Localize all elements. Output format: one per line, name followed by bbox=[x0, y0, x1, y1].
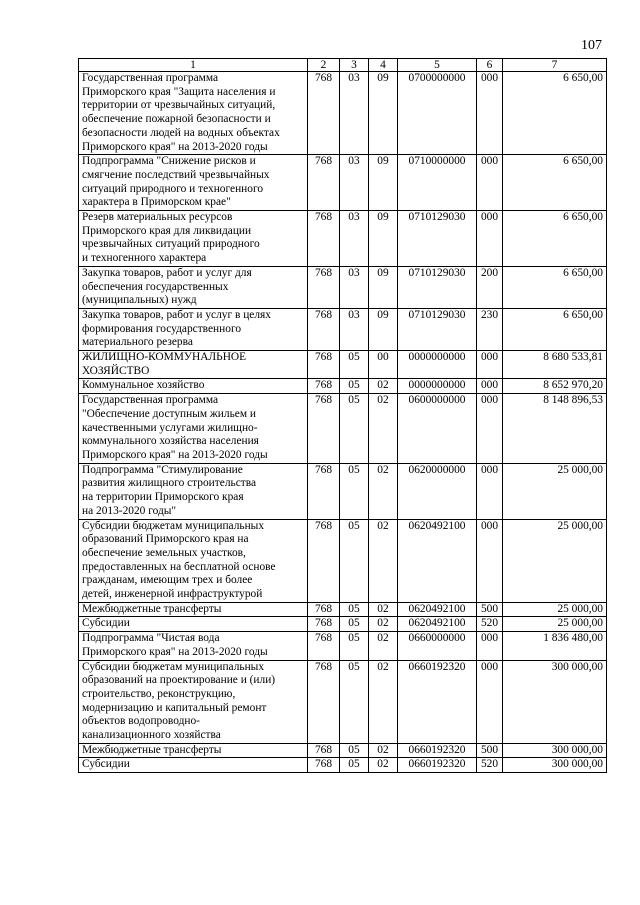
row-name-cell bbox=[79, 632, 308, 660]
code-cell-c5: 0620492100 bbox=[398, 519, 477, 602]
code-cell-c5: 0000000000 bbox=[398, 379, 477, 394]
amount-cell: 6 650,00 bbox=[503, 72, 607, 155]
code-cell-c3: 03 bbox=[340, 72, 369, 155]
row-name-cell bbox=[79, 379, 308, 394]
code-cell-c3: 05 bbox=[340, 463, 369, 519]
code-cell-c5: 0710000000 bbox=[398, 155, 477, 211]
code-cell-c4: 09 bbox=[369, 308, 398, 350]
code-cell-c6: 200 bbox=[477, 266, 503, 308]
row-name: Межбюджетные трансферты bbox=[82, 602, 222, 615]
code-cell-c2: 768 bbox=[308, 211, 340, 267]
table-row bbox=[79, 463, 607, 519]
code-cell-c3: 05 bbox=[340, 379, 369, 394]
code-cell-c6: 000 bbox=[477, 463, 503, 519]
code-cell-c2: 768 bbox=[308, 660, 340, 743]
column-header: 1 bbox=[79, 59, 308, 72]
code-cell-c5: 0660000000 bbox=[398, 632, 477, 660]
table-row bbox=[79, 660, 607, 743]
row-name-cell bbox=[79, 463, 308, 519]
code-cell-c4: 09 bbox=[369, 72, 398, 155]
code-cell-c2: 768 bbox=[308, 72, 340, 155]
code-cell-c4: 09 bbox=[369, 155, 398, 211]
table-row bbox=[79, 617, 607, 632]
row-name: Межбюджетные трансферты bbox=[82, 743, 222, 756]
code-cell-c4: 02 bbox=[369, 463, 398, 519]
code-cell-c2: 768 bbox=[308, 602, 340, 617]
code-cell-c5: 0600000000 bbox=[398, 394, 477, 464]
table-row bbox=[79, 602, 607, 617]
code-cell-c2: 768 bbox=[308, 758, 340, 773]
code-cell-c6: 000 bbox=[477, 351, 503, 379]
code-cell-c4: 02 bbox=[369, 743, 398, 758]
code-cell-c2: 768 bbox=[308, 632, 340, 660]
row-name: Государственная программа "Обеспечение доступным жильем и качественными услугами жилищно- коммунального хозяйства населения Приморского края" на 2013-2020 годы bbox=[82, 394, 268, 461]
code-cell-c6: 000 bbox=[477, 379, 503, 394]
amount-cell: 25 000,00 bbox=[503, 617, 607, 632]
row-name-cell bbox=[79, 351, 308, 379]
amount-cell: 300 000,00 bbox=[503, 758, 607, 773]
column-header: 6 bbox=[477, 59, 503, 72]
row-name-cell bbox=[79, 394, 308, 464]
row-name-cell bbox=[79, 266, 308, 308]
column-header: 2 bbox=[308, 59, 340, 72]
amount-cell: 6 650,00 bbox=[503, 155, 607, 211]
amount-cell: 8 652 970,20 bbox=[503, 379, 607, 394]
table-row bbox=[79, 211, 607, 267]
row-name: Субсидии бюджетам муниципальных образований Приморского края на обеспечение земельных участков, предоставленных на бесплатной основе гражданам, имеющим трех и более детей, инженерной инфраструктурой bbox=[82, 519, 276, 601]
table-row bbox=[79, 394, 607, 464]
column-header: 7 bbox=[503, 59, 607, 72]
row-name: Субсидии бюджетам муниципальных образований на проектирование и (или) строительство, реконструкцию, модернизацию и капитальный ремонт объектов водопроводно- канализационного хозяйства bbox=[82, 660, 276, 742]
code-cell-c2: 768 bbox=[308, 519, 340, 602]
code-cell-c6: 520 bbox=[477, 617, 503, 632]
code-cell-c6: 000 bbox=[477, 660, 503, 743]
row-name: Резерв материальных ресурсов Приморского края для ликвидации чрезвычайных ситуаций природного и техногенного характера bbox=[82, 211, 260, 265]
code-cell-c5: 0710129030 bbox=[398, 266, 477, 308]
amount-cell: 300 000,00 bbox=[503, 660, 607, 743]
table-row bbox=[79, 72, 607, 155]
row-name-cell bbox=[79, 743, 308, 758]
code-cell-c3: 03 bbox=[340, 211, 369, 267]
code-cell-c2: 768 bbox=[308, 379, 340, 394]
row-name: Подпрограмма "Снижение рисков и смягчение последствий чрезвычайных ситуаций природного и техногенного характера в Приморском крае" bbox=[82, 155, 270, 209]
code-cell-c3: 05 bbox=[340, 632, 369, 660]
column-header: 3 bbox=[340, 59, 369, 72]
amount-cell: 8 680 533,81 bbox=[503, 351, 607, 379]
amount-cell: 6 650,00 bbox=[503, 266, 607, 308]
code-cell-c6: 000 bbox=[477, 394, 503, 464]
code-cell-c2: 768 bbox=[308, 743, 340, 758]
row-name: Закупка товаров, работ и услуг в целях формирования государственного материального резерва bbox=[82, 308, 271, 349]
amount-cell: 6 650,00 bbox=[503, 308, 607, 350]
row-name: ЖИЛИЩНО-КОММУНАЛЬНОЕ ХОЗЯЙСТВО bbox=[82, 351, 247, 377]
code-cell-c5: 0660192320 bbox=[398, 743, 477, 758]
table-row bbox=[79, 155, 607, 211]
code-cell-c2: 768 bbox=[308, 617, 340, 632]
code-cell-c4: 02 bbox=[369, 660, 398, 743]
code-cell-c2: 768 bbox=[308, 351, 340, 379]
code-cell-c5: 0000000000 bbox=[398, 351, 477, 379]
code-cell-c4: 00 bbox=[369, 351, 398, 379]
row-name-cell bbox=[79, 72, 308, 155]
amount-cell: 25 000,00 bbox=[503, 602, 607, 617]
code-cell-c5: 0710129030 bbox=[398, 308, 477, 350]
code-cell-c2: 768 bbox=[308, 394, 340, 464]
row-name-cell bbox=[79, 211, 308, 267]
code-cell-c3: 03 bbox=[340, 155, 369, 211]
code-cell-c2: 768 bbox=[308, 308, 340, 350]
code-cell-c4: 02 bbox=[369, 394, 398, 464]
row-name-cell bbox=[79, 519, 308, 602]
code-cell-c3: 05 bbox=[340, 394, 369, 464]
amount-cell: 300 000,00 bbox=[503, 743, 607, 758]
row-name-cell bbox=[79, 617, 308, 632]
amount-cell: 1 836 480,00 bbox=[503, 632, 607, 660]
code-cell-c6: 230 bbox=[477, 308, 503, 350]
table-row bbox=[79, 743, 607, 758]
code-cell-c3: 03 bbox=[340, 308, 369, 350]
amount-cell: 8 148 896,53 bbox=[503, 394, 607, 464]
code-cell-c5: 0660192320 bbox=[398, 758, 477, 773]
code-cell-c6: 500 bbox=[477, 743, 503, 758]
column-header: 5 bbox=[398, 59, 477, 72]
code-cell-c4: 09 bbox=[369, 211, 398, 267]
code-cell-c5: 0660192320 bbox=[398, 660, 477, 743]
code-cell-c6: 000 bbox=[477, 72, 503, 155]
code-cell-c6: 520 bbox=[477, 758, 503, 773]
row-name: Закупка товаров, работ и услуг для обеспечения государственных (муниципальных) нужд bbox=[82, 266, 252, 307]
code-cell-c4: 02 bbox=[369, 617, 398, 632]
code-cell-c5: 0710129030 bbox=[398, 211, 477, 267]
row-name: Государственная программа Приморского края "Защита населения и территории от чрезвычайных ситуаций, обеспечение пожарной безопасности и безопасности людей на водных объектах Приморского края" на 2013-2020 годы bbox=[82, 72, 280, 153]
amount-cell: 25 000,00 bbox=[503, 463, 607, 519]
table-row bbox=[79, 379, 607, 394]
table-row bbox=[79, 308, 607, 350]
row-name-cell bbox=[79, 602, 308, 617]
code-cell-c6: 000 bbox=[477, 519, 503, 602]
row-name: Субсидии bbox=[82, 758, 130, 771]
table-row bbox=[79, 632, 607, 660]
code-cell-c6: 000 bbox=[477, 211, 503, 267]
code-cell-c6: 000 bbox=[477, 155, 503, 211]
code-cell-c6: 000 bbox=[477, 632, 503, 660]
code-cell-c2: 768 bbox=[308, 266, 340, 308]
code-cell-c3: 05 bbox=[340, 617, 369, 632]
budget-table bbox=[78, 58, 607, 773]
table-row bbox=[79, 351, 607, 379]
code-cell-c3: 05 bbox=[340, 602, 369, 617]
row-name: Подпрограмма "Чистая вода Приморского края" на 2013-2020 годы bbox=[82, 632, 268, 658]
code-cell-c4: 02 bbox=[369, 379, 398, 394]
code-cell-c4: 09 bbox=[369, 266, 398, 308]
row-name-cell bbox=[79, 758, 308, 773]
column-header: 4 bbox=[369, 59, 398, 72]
code-cell-c6: 500 bbox=[477, 602, 503, 617]
row-name: Коммунальное хозяйство bbox=[82, 379, 205, 392]
code-cell-c3: 05 bbox=[340, 660, 369, 743]
code-cell-c4: 02 bbox=[369, 519, 398, 602]
code-cell-c5: 0700000000 bbox=[398, 72, 477, 155]
code-cell-c2: 768 bbox=[308, 463, 340, 519]
code-cell-c3: 05 bbox=[340, 351, 369, 379]
code-cell-c3: 05 bbox=[340, 758, 369, 773]
table-row bbox=[79, 519, 607, 602]
code-cell-c5: 0620492100 bbox=[398, 617, 477, 632]
code-cell-c4: 02 bbox=[369, 602, 398, 617]
code-cell-c5: 0620492100 bbox=[398, 602, 477, 617]
code-cell-c3: 05 bbox=[340, 519, 369, 602]
page-number: 107 bbox=[581, 38, 602, 53]
row-name-cell bbox=[79, 155, 308, 211]
table-row bbox=[79, 266, 607, 308]
header-row bbox=[79, 59, 607, 72]
code-cell-c4: 02 bbox=[369, 758, 398, 773]
row-name-cell bbox=[79, 308, 308, 350]
amount-cell: 25 000,00 bbox=[503, 519, 607, 602]
code-cell-c3: 05 bbox=[340, 743, 369, 758]
table-body bbox=[79, 72, 607, 773]
row-name-cell bbox=[79, 660, 308, 743]
row-name: Подпрограмма "Стимулирование развития жилищного строительства на территории Приморского края на 2013-2020 годы" bbox=[82, 463, 257, 517]
code-cell-c2: 768 bbox=[308, 155, 340, 211]
row-name: Субсидии bbox=[82, 617, 130, 630]
code-cell-c4: 02 bbox=[369, 632, 398, 660]
code-cell-c5: 0620000000 bbox=[398, 463, 477, 519]
code-cell-c3: 03 bbox=[340, 266, 369, 308]
table-row bbox=[79, 758, 607, 773]
amount-cell: 6 650,00 bbox=[503, 211, 607, 267]
